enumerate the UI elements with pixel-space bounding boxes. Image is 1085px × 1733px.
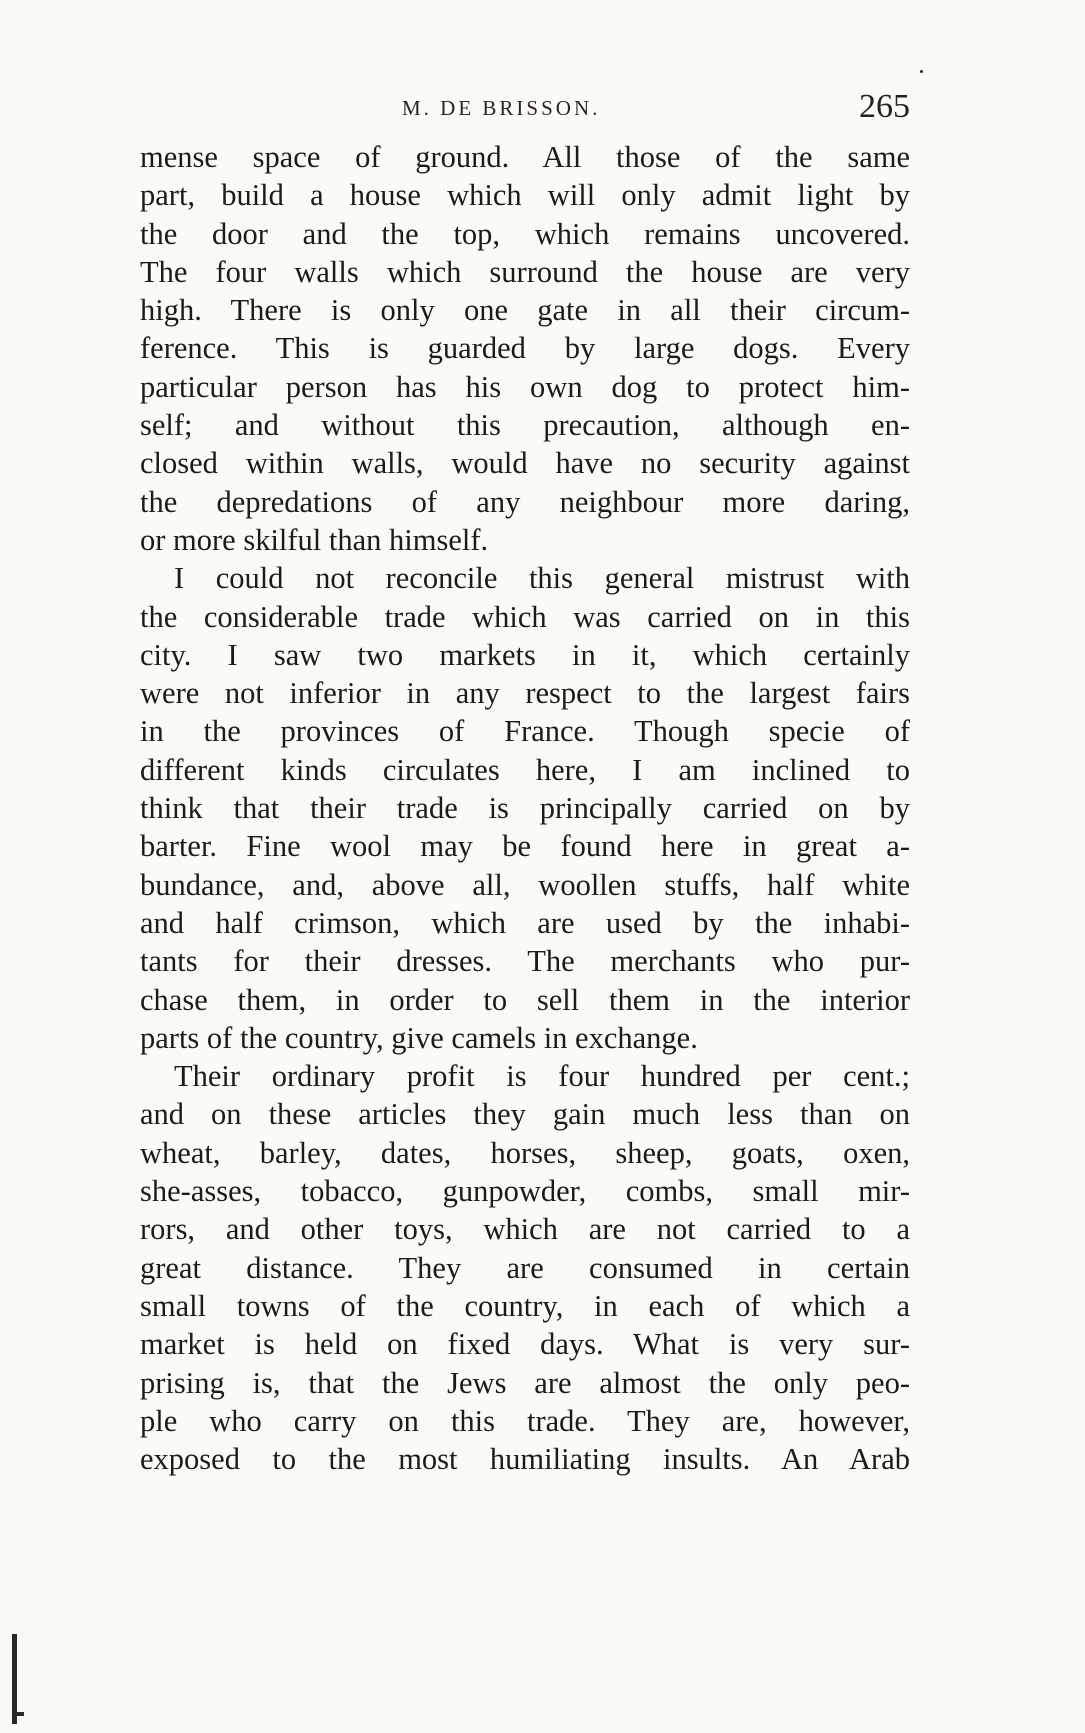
text-line: great distance. They are consumed in certain <box>140 1250 910 1285</box>
text-line: and half crimson, which are used by the inhabi- <box>140 905 910 940</box>
paragraph-2 <box>140 559 910 1057</box>
text-line: mense space of ground. All those of the same <box>140 140 910 174</box>
text-line: exposed to the most humiliating insults. An Arab <box>140 1442 910 1477</box>
text-line: wheat, barley, dates, horses, sheep, goats, oxen, <box>140 1135 910 1170</box>
page-number: 265 <box>859 88 910 125</box>
text-line: market is held on fixed days. What is very sur- <box>140 1327 910 1362</box>
paragraph-1 <box>140 138 910 559</box>
text-line: small towns of the country, in each of which a <box>140 1288 910 1323</box>
text-line: closed within walls, would have no security against <box>140 446 910 481</box>
text-line: high. There is only one gate in all their circum- <box>140 293 910 328</box>
text-line: parts of the country, give camels in exchange. <box>140 1020 698 1055</box>
text-line: ple who carry on this trade. They are, however, <box>140 1403 910 1438</box>
text-line: different kinds circulates here, I am inclined to <box>140 752 910 787</box>
text-line: chase them, in order to sell them in the interior <box>140 982 910 1017</box>
text-line: I could not reconcile this general mistrust with <box>174 561 910 596</box>
text-line: bundance, and, above all, woollen stuffs, half white <box>140 867 910 902</box>
scan-mark <box>12 1634 17 1724</box>
text-line: Their ordinary profit is four hundred per cent.; <box>174 1059 910 1094</box>
text-line: or more skilful than himself. <box>140 522 489 557</box>
text-line: barter. Fine wool may be found here in great a- <box>140 829 910 864</box>
page-header <box>140 88 910 128</box>
text-line: particular person has his own dog to protect him- <box>140 369 910 404</box>
text-line: the considerable trade which was carried on in this <box>140 599 910 634</box>
text-line: prising is, that the Jews are almost the only peo- <box>140 1365 910 1400</box>
text-line: the depredations of any neighbour more daring, <box>140 484 910 519</box>
text-line: were not inferior in any respect to the largest fairs <box>140 676 910 711</box>
text-line: rors, and other toys, which are not carried to a <box>140 1212 910 1247</box>
paragraph-3 <box>140 1057 910 1478</box>
text-line: city. I saw two markets in it, which certainly <box>140 637 910 672</box>
text-line: she-asses, tobacco, gunpowder, combs, small mir- <box>140 1174 910 1209</box>
text-line: self; and without this precaution, although en- <box>140 408 910 443</box>
scan-mark <box>12 1712 24 1716</box>
text-line: part, build a house which will only admit light by <box>140 178 910 213</box>
text-line: think that their trade is principally carried on by <box>140 791 910 826</box>
scan-dot <box>920 70 923 73</box>
text-line: The four walls which surround the house are very <box>140 254 910 289</box>
text-line: the door and the top, which remains uncovered. <box>140 216 910 251</box>
text-line: in the provinces of France. Though specie of <box>140 714 910 749</box>
text-line: ference. This is guarded by large dogs. Every <box>140 331 910 366</box>
text-line: tants for their dresses. The merchants who pur- <box>140 944 910 979</box>
running-head: M. DE BRISSON. <box>402 96 601 120</box>
body-text <box>140 138 910 1478</box>
text-line: and on these articles they gain much less than on <box>140 1097 910 1132</box>
